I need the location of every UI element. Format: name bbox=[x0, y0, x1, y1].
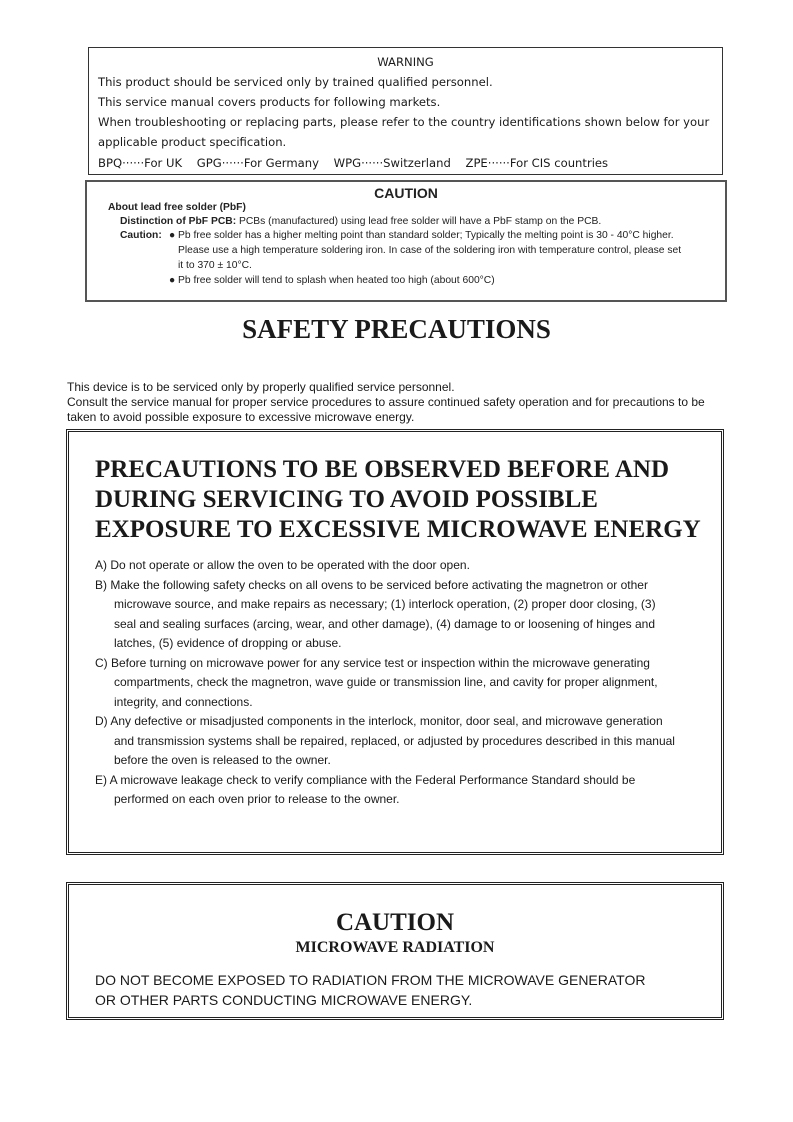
warning-line: When troubleshooting or replacing parts, please refer to the country identifications shown below for your bbox=[98, 115, 710, 129]
microwave-caution-subtitle: MICROWAVE RADIATION bbox=[295, 939, 495, 956]
intro-line: Consult the service manual for proper service procedures to assure continued safety operation and for precautions to be bbox=[67, 395, 705, 409]
precautions-heading bbox=[95, 455, 701, 545]
pbf-bullet1-line: it to 370 ± 10°C. bbox=[178, 260, 252, 271]
warning-box bbox=[88, 47, 723, 175]
precaution-item-b: B) Make the following safety checks on all ovens to be serviced before activating the magnetron or other bbox=[95, 577, 648, 592]
precaution-item-e-cont: performed on each oven prior to release to the owner. bbox=[114, 792, 400, 806]
precaution-item-c-cont: compartments, check the magnetron, wave guide or transmission line, and cavity for proper alignment, bbox=[114, 675, 658, 689]
bullet-icon: ● bbox=[169, 275, 176, 286]
precaution-item-b-cont: latches, (5) evidence of dropping or abuse. bbox=[114, 636, 342, 650]
safety-intro bbox=[67, 380, 727, 425]
distinction-label: Distinction of PbF PCB: bbox=[120, 216, 237, 227]
precaution-item-a: A) Do not operate or allow the oven to be operated with the door open. bbox=[95, 558, 470, 572]
precaution-item-c: C) Before turning on microwave power for any service test or inspection within the microwave generating bbox=[95, 655, 650, 670]
market-cis: ZPE······For CIS countries bbox=[465, 156, 609, 170]
warning-line: This service manual covers products for following markets. bbox=[98, 95, 441, 109]
precaution-item-b-cont: microwave source, and make repairs as necessary; (1) interlock operation, (2) proper door closing, (3) bbox=[114, 597, 656, 611]
pbf-bullet2: Pb free solder will tend to splash when heated too high (about 600°C) bbox=[178, 275, 495, 286]
distinction-text: PCBs (manufactured) using lead free solder will have a PbF stamp on the PCB. bbox=[239, 216, 602, 227]
precaution-item-d: D) Any defective or misadjusted components in the interlock, monitor, door seal, and microwave generation bbox=[95, 714, 663, 728]
warning-line: This product should be serviced only by trained qualified personnel. bbox=[98, 75, 493, 89]
pbf-bullet1-line: Please use a high temperature soldering iron. In case of the soldering iron with temperature control, please set bbox=[178, 245, 682, 256]
market-uk: BPQ······For UK bbox=[98, 156, 183, 170]
market-list bbox=[98, 156, 619, 170]
intro-line: taken to avoid possible exposure to excessive microwave energy. bbox=[67, 410, 415, 424]
precaution-item-d-cont: before the oven is released to the owner. bbox=[114, 753, 331, 767]
precaution-item-c-cont: integrity, and connections. bbox=[114, 694, 253, 709]
precaution-item-d-cont: and transmission systems shall be repaired, replaced, or adjusted by procedures described in this manual bbox=[114, 733, 675, 748]
precautions-box bbox=[66, 429, 724, 855]
warning-line: applicable product specification. bbox=[98, 135, 287, 149]
intro-line: This device is to be serviced only by properly qualified service personnel. bbox=[67, 380, 455, 394]
precaution-item-e: E) A microwave leakage check to verify compliance with the Federal Performance Standard should be bbox=[95, 772, 636, 787]
caution-label: Caution: bbox=[120, 230, 162, 241]
pbf-caution-title: CAUTION bbox=[374, 185, 438, 201]
pbf-distinction bbox=[120, 216, 601, 227]
precautions-heading-line: DURING SERVICING TO AVOID POSSIBLE bbox=[95, 486, 598, 513]
pbf-caution-box bbox=[85, 180, 727, 302]
microwave-caution-box bbox=[66, 882, 724, 1020]
microwave-caution-title: CAUTION bbox=[335, 909, 455, 936]
market-switzerland: WPG······Switzerland bbox=[333, 156, 451, 170]
warning-title: WARNING bbox=[377, 55, 434, 69]
precaution-item-b-cont: seal and sealing surfaces (arcing, wear, and other damage), (4) damage to or loosening of hinges and bbox=[114, 616, 655, 631]
precautions-heading-line: EXPOSURE TO EXCESSIVE MICROWAVE ENERGY bbox=[95, 516, 701, 543]
pbf-heading: About lead free solder (PbF) bbox=[108, 202, 246, 213]
microwave-caution-line: DO NOT BECOME EXPOSED TO RADIATION FROM THE MICROWAVE GENERATOR bbox=[95, 972, 646, 988]
precautions-list bbox=[95, 556, 675, 810]
pbf-bullet1-line: Pb free solder has a higher melting point than standard solder; Typically the melting point is 30 - 40°C higher. bbox=[178, 230, 674, 241]
precautions-heading-line: PRECAUTIONS TO BE OBSERVED BEFORE AND bbox=[95, 456, 670, 483]
bullet-icon: ● bbox=[169, 230, 176, 241]
page-title: SAFETY PRECAUTIONS bbox=[242, 314, 551, 344]
microwave-caution-body bbox=[95, 970, 645, 1010]
microwave-caution-line: OR OTHER PARTS CONDUCTING MICROWAVE ENERGY. bbox=[95, 992, 473, 1008]
market-germany: GPG······For Germany bbox=[196, 156, 319, 170]
